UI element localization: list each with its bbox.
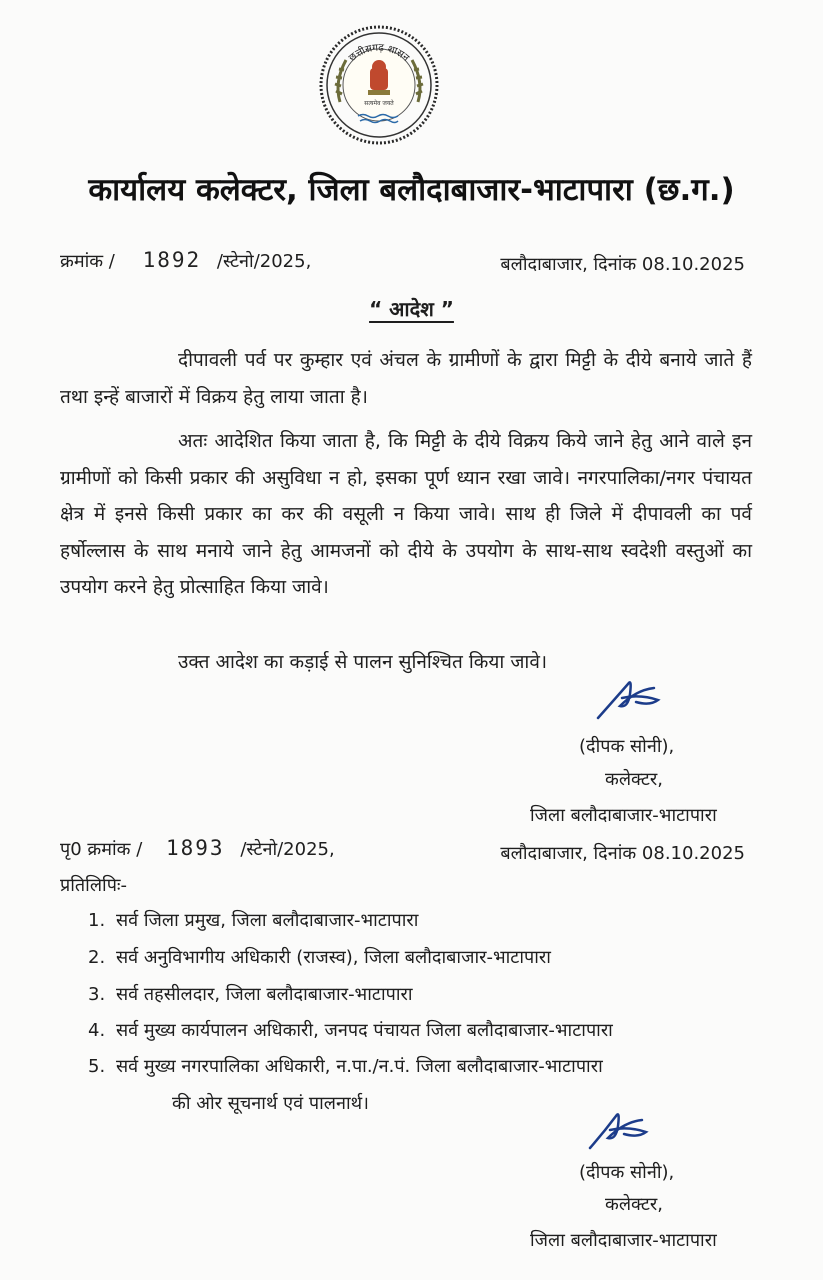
government-seal	[318, 24, 440, 146]
order-reference	[60, 248, 311, 273]
paragraph-2: अतः आदेशित किया जाता है, कि मिट्टी के दीये विक्रय किये जाने हेतु आने वाले इन ग्रामीणों को किसी प्रकार की असुविधा न हो, इसका पूर्ण ध्यान रखा जावे। नगरपालिका/नगर पंचायत क्षेत्र में इनसे किसी प्रकार का कर की वसूली न किया जावे। साथ ही जिले में दीपावली का पर्व हर्षोल्लास के साथ मनाये जाने हेतु आमजनों को दीये के उपयोग के साथ-साथ स्वदेशी वस्तुओं का उपयोग करने हेतु प्रोत्साहित किया जावे।	[60, 430, 752, 598]
seal-ring-text: छत्तीसगढ़ शासन	[346, 42, 412, 64]
copy-purpose: की ओर सूचनार्थ एवं पालनार्थ।	[172, 1093, 369, 1114]
reference-suffix: /स्टेनो/2025,	[240, 839, 335, 860]
list-item: 1. सर्व जिला प्रमुख, जिला बलौदाबाजार-भाटापारा	[88, 910, 419, 931]
signatory-name: (दीपक सोनी),	[579, 736, 675, 757]
list-item: 2. सर्व अनुविभागीय अधिकारी (राजस्व), जिला बलौदाबाजार-भाटापारा	[88, 947, 551, 968]
reference-suffix: /स्टेनो/2025,	[216, 251, 312, 272]
signature	[586, 1106, 658, 1154]
list-item: 3. सर्व तहसीलदार, जिला बलौदाबाजार-भाटापारा	[88, 984, 413, 1005]
list-item: 5. सर्व मुख्य नगरपालिका अधिकारी, न.पा./न.पं. जिला बलौदाबाजार-भाटापारा	[88, 1056, 603, 1077]
signatory-name: (दीपक सोनी),	[579, 1162, 675, 1183]
handwritten-reference-number: 1892	[142, 248, 202, 272]
list-item: 4. सर्व मुख्य कार्यपालन अधिकारी, जनपद पंचायत जिला बलौदाबाजार-भाटापारा	[88, 1020, 613, 1041]
reference-prefix: पृ0 क्रमांक /	[60, 839, 143, 860]
order-place-date: बलौदाबाजार, दिनांक 08.10.2025	[500, 254, 745, 275]
signature	[592, 672, 672, 724]
reference-prefix: क्रमांक /	[60, 251, 115, 272]
signatory-district: जिला बलौदाबाजार-भाटापारा	[530, 1230, 717, 1251]
office-heading: कार्यालय कलेक्टर, जिला बलौदाबाजार-भाटापारा (छ.ग.)	[88, 172, 735, 208]
seal-motto: सत्यमेव जयते	[364, 100, 394, 107]
signatory-district: जिला बलौदाबाजार-भाटापारा	[530, 805, 717, 826]
endorsement-reference	[60, 836, 335, 861]
paragraph-1: दीपावली पर्व पर कुम्हार एवं अंचल के ग्रामीणों के द्वारा मिट्टी के दीये बनाये जाते हैं तथा इन्हें बाजारों में विक्रय हेतु लाया जाता है।	[60, 349, 752, 408]
copy-to-label: प्रतिलिपिः-	[60, 875, 128, 896]
paragraph-3: उक्त आदेश का कड़ाई से पालन सुनिश्चित किया जावे।	[178, 651, 548, 673]
signatory-designation: कलेक्टर,	[605, 1194, 663, 1215]
endorsement-place-date: बलौदाबाजार, दिनांक 08.10.2025	[500, 843, 745, 864]
signatory-designation: कलेक्टर,	[605, 769, 663, 790]
order-title: “ आदेश ”	[369, 297, 454, 321]
handwritten-reference-number: 1893	[166, 836, 225, 860]
